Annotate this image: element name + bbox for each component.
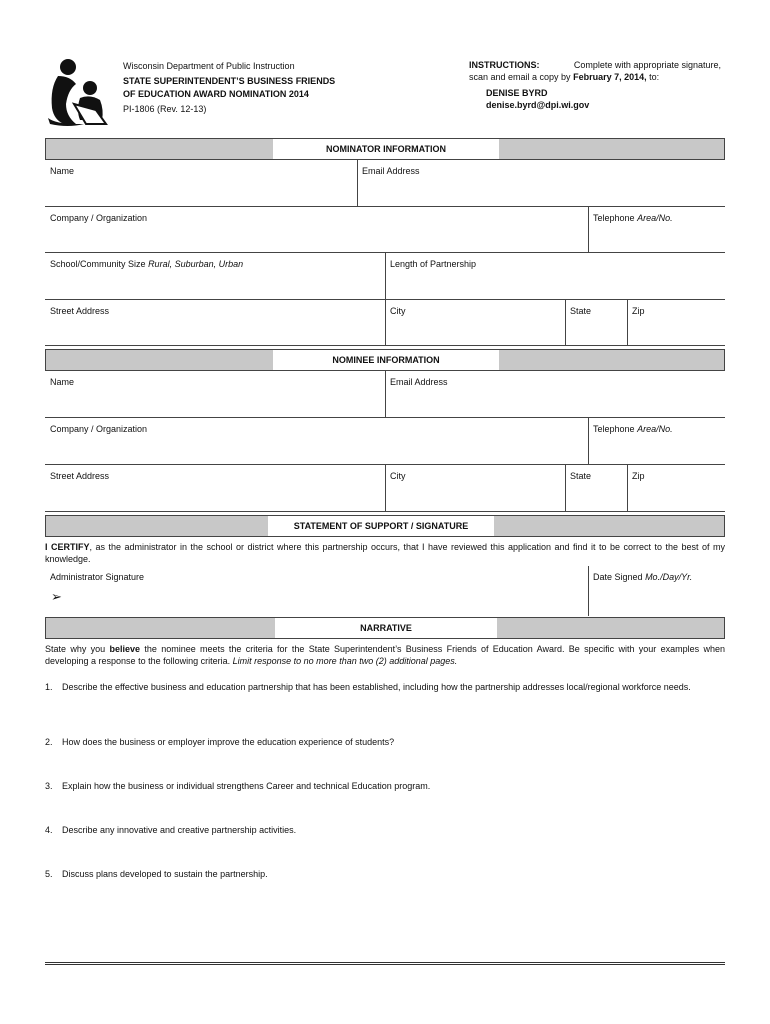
support-heading: STATEMENT OF SUPPORT / SIGNATURE xyxy=(293,521,469,531)
instructions-text1: Complete with appropriate signature, xyxy=(573,60,721,70)
narrative-item-text: Explain how the business or individual strengthens Career and technical Education program. xyxy=(62,781,431,791)
admin-signature-field[interactable] xyxy=(45,566,588,616)
nominee-email-field[interactable] xyxy=(385,371,725,418)
form-title-line1: STATE SUPERINTENDENT’S BUSINESS FRIENDS xyxy=(123,76,336,86)
nominee-section-bar xyxy=(45,349,725,371)
nominee-name-label: Name xyxy=(50,377,75,387)
nominator-email-field[interactable] xyxy=(357,160,725,207)
narrative-section-bar xyxy=(45,617,725,639)
narrative-item xyxy=(45,868,725,880)
narrative-item-text: Discuss plans developed to sustain the partnership. xyxy=(62,869,268,879)
nominator-state-label: State xyxy=(570,306,592,316)
narrative-item-num: 2. xyxy=(45,737,53,747)
instructions-text2: scan and email a copy by xyxy=(469,72,571,82)
certify-text: , as the administrator in the school or district where this partnership occurs, that I have reviewed this application and find it to be correct to the best of my knowledge. xyxy=(45,542,725,564)
certify-bold: I CERTIFY xyxy=(45,542,90,552)
narrative-item-num: 1. xyxy=(45,682,53,692)
nominee-telephone-label xyxy=(593,424,673,434)
nominator-name-field[interactable] xyxy=(45,160,357,207)
signature-row xyxy=(45,566,725,616)
nominee-company-label: Company / Organization xyxy=(50,424,148,434)
nominee-telephone-hint: Area/No. xyxy=(637,424,673,434)
nominee-fields xyxy=(45,371,725,512)
narrative-intro-a: State why you xyxy=(45,644,106,654)
nominee-state-field[interactable] xyxy=(565,465,627,512)
nominator-length-field[interactable] xyxy=(385,253,725,300)
form-title-line2: OF EDUCATION AWARD NOMINATION 2014 xyxy=(123,89,309,99)
narrative-intro-bold: believe xyxy=(109,644,141,654)
nominee-company-field[interactable] xyxy=(45,418,588,465)
nominator-telephone-hint: Area/No. xyxy=(637,213,673,223)
contact-email: denise.byrd@dpi.wi.gov xyxy=(486,100,590,110)
narrative-item-text: How does the business or employer improve the education experience of students? xyxy=(62,737,395,747)
nominee-heading: NOMINEE INFORMATION xyxy=(332,355,440,365)
nominator-section-bar xyxy=(45,138,725,160)
agency-name: Wisconsin Department of Public Instruction xyxy=(123,61,295,71)
nominee-telephone-text: Telephone xyxy=(593,424,635,434)
narrative-item xyxy=(45,824,725,836)
date-signed-label xyxy=(593,572,692,582)
admin-signature-label: Administrator Signature xyxy=(50,572,145,582)
nominator-telephone-text: Telephone xyxy=(593,213,635,223)
nominator-street-label: Street Address xyxy=(50,306,110,316)
narrative-item xyxy=(45,780,725,792)
nominator-heading: NOMINATOR INFORMATION xyxy=(326,144,446,154)
narrative-item xyxy=(45,681,725,693)
nominator-state-field[interactable] xyxy=(565,300,627,346)
certify-statement xyxy=(45,541,725,565)
instructions-text3: to: xyxy=(649,72,660,82)
contact-name: DENISE BYRD xyxy=(486,88,548,98)
nominator-school-size-hint: Rural, Suburban, Urban xyxy=(148,259,244,269)
nominator-street-field[interactable] xyxy=(45,300,385,346)
nominator-fields xyxy=(45,160,725,346)
nominator-email-label: Email Address xyxy=(362,166,420,176)
narrative-item-text: Describe any innovative and creative partnership activities. xyxy=(62,825,297,835)
instructions-deadline: February 7, 2014, xyxy=(573,72,647,82)
support-section-bar xyxy=(45,515,725,537)
narrative-intro xyxy=(45,643,725,667)
nominee-telephone-field[interactable] xyxy=(588,418,725,465)
nominator-city-field[interactable] xyxy=(385,300,565,346)
narrative-item-num: 3. xyxy=(45,781,53,791)
nominator-name-label: Name xyxy=(50,166,75,176)
narrative-item-num: 5. xyxy=(45,869,53,879)
date-signed-hint: Mo./Day/Yr. xyxy=(645,572,693,582)
instructions-line2 xyxy=(469,71,659,83)
nominee-street-label: Street Address xyxy=(50,471,110,481)
nominator-city-label: City xyxy=(390,306,406,316)
date-signed-text: Date Signed xyxy=(593,572,643,582)
nominee-zip-field[interactable] xyxy=(627,465,725,512)
nominee-street-field[interactable] xyxy=(45,465,385,512)
dpi-logo xyxy=(46,58,114,128)
date-signed-field[interactable] xyxy=(588,566,725,616)
nominator-telephone-field[interactable] xyxy=(588,207,725,253)
nominee-zip-label: Zip xyxy=(632,471,645,481)
nominee-city-label: City xyxy=(390,471,406,481)
nominator-telephone-label xyxy=(593,213,673,223)
nominee-name-field[interactable] xyxy=(45,371,385,418)
narrative-item-num: 4. xyxy=(45,825,53,835)
signature-arrow-icon: ➢ xyxy=(51,590,62,605)
instructions-label: INSTRUCTIONS: xyxy=(469,60,540,70)
form-number: PI-1806 (Rev. 12-13) xyxy=(123,104,207,114)
nominator-school-size-field[interactable] xyxy=(45,253,385,300)
nominator-company-label: Company / Organization xyxy=(50,213,148,223)
narrative-intro-b: the nominee meets the criteria for the State Superintendent’s Business Friends of Education Award. Be specific with your examples when developing a response to the following criteria. xyxy=(45,644,725,666)
narrative-heading: NARRATIVE xyxy=(360,623,412,633)
nominator-school-size-text: School/Community Size xyxy=(50,259,146,269)
narrative-item xyxy=(45,736,725,748)
bottom-divider xyxy=(45,962,725,965)
nominee-email-label: Email Address xyxy=(390,377,448,387)
nominator-company-field[interactable] xyxy=(45,207,588,253)
nominator-zip-field[interactable] xyxy=(627,300,725,346)
nominator-length-label: Length of Partnership xyxy=(390,259,477,269)
instructions-line1 xyxy=(469,59,721,71)
nominee-state-label: State xyxy=(570,471,592,481)
narrative-intro-italic: Limit response to no more than two (2) additional pages. xyxy=(232,656,458,666)
narrative-item-text: Describe the effective business and education partnership that has been established, including how the partnership addresses local/regional workforce needs. xyxy=(62,682,691,692)
nominator-school-size-label xyxy=(50,259,243,269)
nominee-city-field[interactable] xyxy=(385,465,565,512)
nominator-zip-label: Zip xyxy=(632,306,645,316)
